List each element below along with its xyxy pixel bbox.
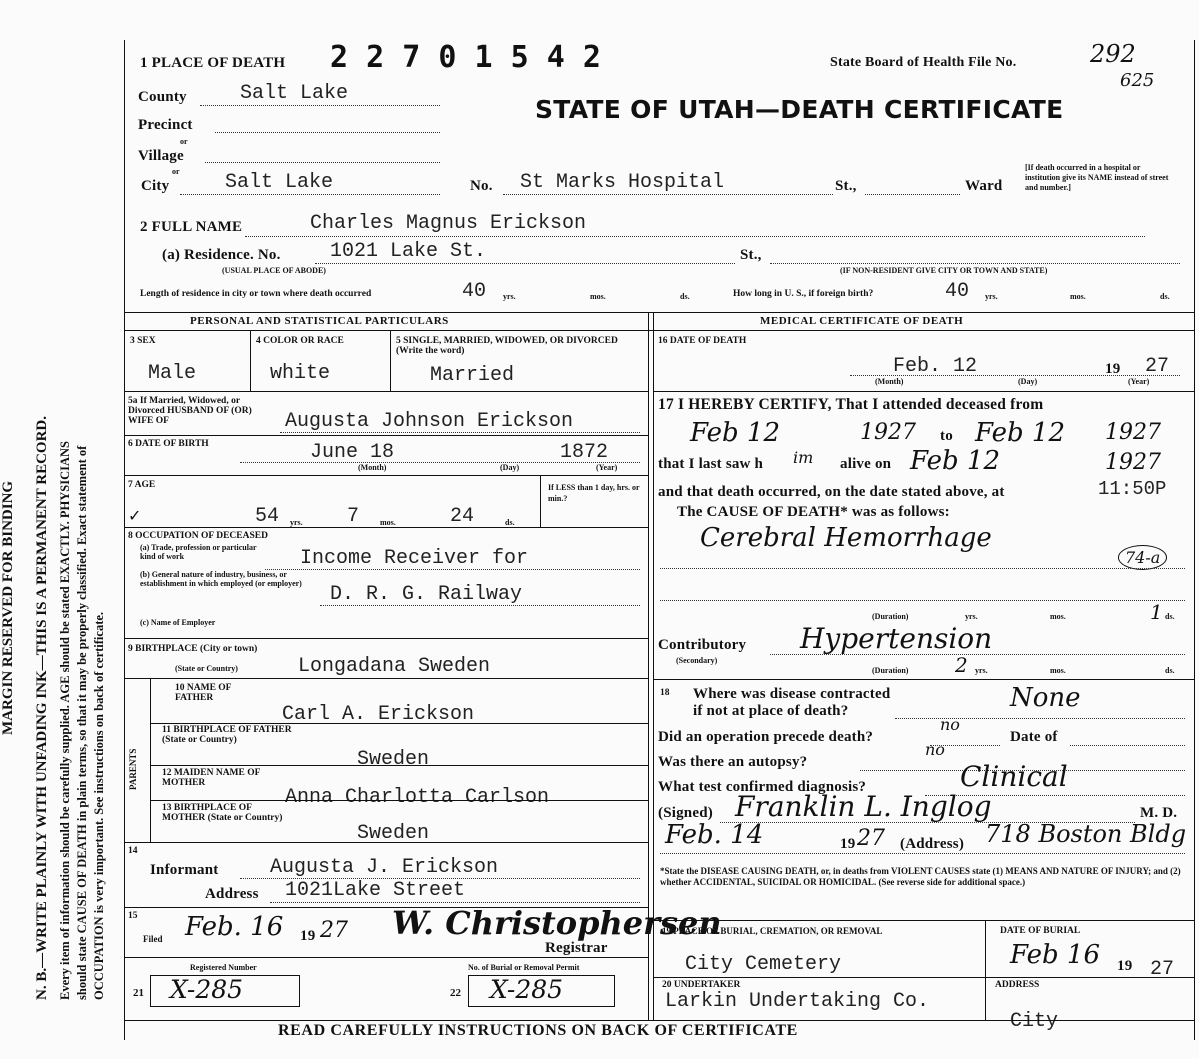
margin-instructions-1: N. B.—WRITE PLAINLY WITH UNFADING INK—THIS IS A PERMANENT RECORD. bbox=[34, 416, 50, 1000]
residence-value: 1021 Lake St. bbox=[330, 240, 487, 263]
contributory-value: Hypertension bbox=[800, 622, 993, 655]
place-of-death-label: 1 PLACE OF DEATH bbox=[140, 55, 286, 71]
row-rule-9 bbox=[150, 800, 649, 801]
spouse-label: 5a If Married, Widowed, or Divorced HUSBAND OF (OR) WIFE OF bbox=[128, 396, 252, 426]
usual-place-note: (USUAL PLACE OF ABODE) bbox=[222, 266, 326, 275]
length-mos: mos. bbox=[590, 292, 606, 301]
informant-num: 14 bbox=[128, 846, 138, 856]
footer-instructions: READ CAREFULLY INSTRUCTIONS ON BACK OF CERTIFICATE bbox=[278, 1022, 798, 1039]
section-top-rule bbox=[124, 312, 1194, 313]
permit-num: 22 bbox=[450, 987, 461, 999]
operation-text: Did an operation precede death? bbox=[658, 729, 874, 745]
us-yrs: yrs. bbox=[985, 292, 998, 301]
row-rule-10 bbox=[124, 842, 649, 843]
dob-year-label: (Year) bbox=[596, 463, 618, 472]
row-rule-6 bbox=[124, 678, 649, 679]
sex-label: 3 SEX bbox=[130, 336, 156, 346]
attended-from: Feb 12 bbox=[690, 418, 780, 448]
marital-value: Married bbox=[430, 364, 515, 387]
q18-line bbox=[895, 718, 1185, 719]
autopsy-value: no bbox=[925, 740, 945, 759]
duration-ds: ds. bbox=[1165, 612, 1175, 621]
q18-num: 18 bbox=[660, 688, 670, 698]
md-label: M. D. bbox=[1140, 805, 1178, 821]
q18-value: None bbox=[1010, 683, 1081, 713]
birthplace-label: 9 BIRTHPLACE (City or town) bbox=[128, 644, 258, 654]
duration-value: 1 bbox=[1150, 600, 1163, 624]
street-no-label: No. bbox=[470, 178, 493, 194]
filed-year: 27 bbox=[320, 918, 348, 943]
dob-label: 6 DATE OF BIRTH bbox=[128, 439, 209, 449]
address-label: (Address) bbox=[900, 836, 965, 852]
personal-section-title: PERSONAL AND STATISTICAL PARTICULARS bbox=[190, 315, 449, 327]
margin-instructions-3: should state CAUSE OF DEATH in plain terms, so that it may be properly classified. Exact statement of bbox=[75, 445, 89, 1000]
last-saw-text: that I last saw h bbox=[658, 456, 764, 472]
informant-address-value: 1021Lake Street bbox=[285, 879, 466, 902]
mother-value: Anna Charlotta Carlson bbox=[285, 786, 550, 809]
registrar-label: Registrar bbox=[545, 940, 608, 956]
date-of-death-label: 16 DATE OF DEATH bbox=[658, 336, 747, 346]
right-rule-3 bbox=[653, 920, 1194, 921]
right-rule-2 bbox=[653, 679, 1194, 680]
footnote: *State the DISEASE CAUSING DEATH, or, in deaths from VIOLENT CAUSES state (1) MEANS AND NATURE OF INJURY; and (2) whether ACCIDENTAL, SUICIDAL OR HOMICIDAL. (See reverse side for additional space.) bbox=[660, 866, 1181, 887]
certificate-number: 2 2 7 0 1 5 4 2 bbox=[330, 40, 601, 75]
county-label: County bbox=[138, 89, 187, 105]
non-resident-note: (IF NON-RESIDENT GIVE CITY OR TOWN AND STATE) bbox=[840, 266, 1048, 275]
contrib-duration-value: 2 bbox=[955, 653, 968, 677]
occupation-b-value: D. R. G. Railway bbox=[330, 583, 523, 606]
row-rule-4 bbox=[124, 527, 649, 528]
dod-year-label: (Year) bbox=[1128, 377, 1150, 386]
occupation-label: 8 OCCUPATION OF DECEASED bbox=[128, 531, 268, 541]
age-less-label: If LESS than 1 day, hrs. or min.? bbox=[548, 483, 640, 503]
attended-to-year: 1927 bbox=[1105, 420, 1161, 445]
cause-label: The CAUSE OF DEATH* was as follows: bbox=[677, 504, 950, 520]
operation-date-line bbox=[1070, 745, 1185, 746]
row-rule-1 bbox=[124, 391, 649, 392]
section-header-rule bbox=[124, 330, 1194, 331]
dob-line bbox=[240, 462, 640, 463]
burial-place-label: 19 PLACE OF BURIAL, CREMATION, OR REMOVAL bbox=[662, 926, 883, 936]
or-2: or bbox=[172, 167, 180, 176]
date-of-death-value: Feb. 12 bbox=[893, 355, 978, 378]
q18-text-2: if not at place of death? bbox=[693, 703, 849, 719]
attended-to: Feb 12 bbox=[975, 418, 1065, 448]
test-text: What test confirmed diagnosis? bbox=[658, 779, 867, 795]
birthplace-value: Longadana Sweden bbox=[298, 655, 491, 678]
full-name-label: 2 FULL NAME bbox=[140, 219, 243, 235]
date-of-death-year: 27 bbox=[1145, 355, 1170, 378]
row-rule-2 bbox=[124, 435, 649, 436]
dob-month-day: June 18 bbox=[310, 441, 395, 464]
birthplace-sub: (State or Country) bbox=[175, 664, 238, 673]
registrar-signature: W. Christophersen bbox=[392, 904, 722, 942]
age-ds-label: ds. bbox=[505, 518, 515, 527]
color-value: white bbox=[270, 362, 331, 385]
informant-address-label: Address bbox=[205, 886, 259, 902]
occupation-c-label: (c) Name of Employer bbox=[140, 618, 216, 627]
reg-number-label: Registered Number bbox=[190, 963, 257, 972]
residence-label: (a) Residence. No. bbox=[162, 247, 281, 263]
us-mos: mos. bbox=[1070, 292, 1086, 301]
reg-number-value: X-285 bbox=[170, 975, 244, 1004]
spouse-line bbox=[280, 432, 640, 433]
father-label: 10 NAME OF FATHER bbox=[175, 683, 232, 703]
date-of-death-year-prefix: 19 bbox=[1105, 361, 1121, 377]
autopsy-text: Was there an autopsy? bbox=[658, 754, 808, 770]
duration-label: (Duration) bbox=[872, 612, 909, 621]
length-residence-label: Length of residence in city or town where death occurred bbox=[140, 289, 372, 299]
footer-rule bbox=[124, 1020, 1194, 1021]
length-ds: ds. bbox=[680, 292, 690, 301]
village-label: Village bbox=[138, 148, 184, 164]
city-value: Salt Lake bbox=[225, 171, 334, 194]
contrib-duration-label: (Duration) bbox=[872, 666, 909, 675]
undertaker-address-label: ADDRESS bbox=[995, 980, 1040, 990]
row-rule-8 bbox=[150, 765, 649, 766]
mother-bp-value: Sweden bbox=[357, 822, 430, 845]
signed-year: 27 bbox=[857, 826, 885, 851]
undertaker-value: Larkin Undertaking Co. bbox=[665, 990, 930, 1013]
ward-note: [If death occurred in a hospital or institution give its NAME instead of street and number.] bbox=[1025, 163, 1169, 192]
row-rule-3 bbox=[124, 475, 649, 476]
cause-line-1 bbox=[660, 568, 1185, 569]
certificate-title: STATE OF UTAH—DEATH CERTIFICATE bbox=[535, 95, 1064, 124]
burial-year-prefix: 19 bbox=[1117, 958, 1133, 974]
form-right-border bbox=[1194, 40, 1195, 1040]
precinct-label: Precinct bbox=[138, 117, 193, 133]
length-yrs: yrs. bbox=[503, 292, 516, 301]
q18-text: Where was disease contracted bbox=[693, 686, 891, 702]
marital-label: 5 SINGLE, MARRIED, WIDOWED, OR DIVORCED (Write the word) bbox=[396, 336, 618, 356]
spouse-value: Augusta Johnson Erickson bbox=[285, 410, 574, 433]
age-less-divider bbox=[540, 476, 541, 527]
filed-value: Feb. 16 bbox=[185, 912, 284, 942]
form-left-border bbox=[124, 40, 125, 1040]
age-label: 7 AGE bbox=[128, 480, 156, 490]
row-rule-7 bbox=[150, 723, 649, 724]
alive-on-value: Feb 12 bbox=[910, 446, 1000, 476]
margin-instructions-2: Every item of information should be carefully supplied. AGE should be stated EXACTLY. PHYSICIANS bbox=[58, 441, 72, 1000]
reg-num: 21 bbox=[133, 987, 144, 999]
occupation-b-label: (b) General nature of industry, business, or establishment in which employed (or employer) bbox=[140, 570, 302, 588]
address-value: 718 Boston Bldg bbox=[985, 820, 1187, 848]
cause-value: Cerebral Hemorrhage bbox=[700, 523, 992, 553]
row-rule-12 bbox=[124, 957, 649, 958]
undertaker-address-value: City bbox=[1010, 1010, 1059, 1033]
contrib-mos: mos. bbox=[1050, 666, 1066, 675]
filed-label: Filed bbox=[143, 934, 163, 944]
county-value: Salt Lake bbox=[240, 82, 349, 105]
dob-year: 1872 bbox=[560, 441, 609, 464]
burial-date-label: DATE OF BURIAL bbox=[1000, 926, 1081, 936]
precinct-line bbox=[215, 132, 440, 133]
signed-value: Franklin L. Inglog bbox=[735, 790, 992, 823]
us-ds: ds. bbox=[1160, 292, 1170, 301]
contributory-label: Contributory bbox=[658, 637, 747, 653]
certify-text: 17 I HEREBY CERTIFY, That I attended deceased from bbox=[658, 396, 1044, 413]
signed-label: (Signed) bbox=[658, 805, 713, 821]
village-line bbox=[205, 162, 440, 163]
attended-from-year: 1927 bbox=[860, 420, 916, 445]
age-mos-label: mos. bbox=[380, 518, 396, 527]
duration-yrs: yrs. bbox=[965, 612, 978, 621]
sex-divider bbox=[250, 331, 251, 391]
file-no-sub: 625 bbox=[1120, 70, 1155, 91]
informant-address-line bbox=[270, 902, 640, 903]
file-no-value: 292 bbox=[1090, 40, 1136, 68]
signed-date: Feb. 14 bbox=[665, 820, 764, 850]
age-yrs-value: 54 bbox=[255, 505, 280, 528]
signed-year-prefix: 19 bbox=[840, 836, 856, 852]
city-line bbox=[180, 194, 440, 195]
medical-section-title: MEDICAL CERTIFICATE OF DEATH bbox=[760, 315, 964, 327]
color-label: 4 COLOR OR RACE bbox=[256, 336, 344, 346]
occupation-a-line bbox=[265, 569, 640, 570]
contributory-line bbox=[770, 654, 1185, 655]
street-no-line bbox=[503, 194, 833, 195]
burial-date-divider bbox=[985, 921, 986, 1021]
burial-date-value: Feb 16 bbox=[1010, 940, 1100, 970]
undertaker-label: 20 UNDERTAKER bbox=[662, 980, 741, 990]
burial-permit-value: X-285 bbox=[490, 975, 564, 1004]
mother-bp-label: 13 BIRTHPLACE OF MOTHER (State or Country) bbox=[162, 803, 283, 823]
sex-value: Male bbox=[148, 362, 197, 385]
filed-year-prefix: 19 bbox=[300, 928, 316, 944]
margin-instructions-4: OCCUPATION is very important. See instructions on back of certificate. bbox=[92, 611, 106, 1000]
ward-label: Ward bbox=[965, 178, 1003, 194]
length-residence-value: 40 bbox=[462, 280, 487, 303]
full-name-value: Charles Magnus Erickson bbox=[310, 212, 587, 235]
father-bp-label: 11 BIRTHPLACE OF FATHER (State or Country) bbox=[162, 725, 292, 745]
secondary-label: (Secondary) bbox=[676, 656, 718, 665]
father-value: Carl A. Erickson bbox=[282, 703, 475, 726]
informant-value: Augusta J. Erickson bbox=[270, 856, 499, 879]
death-occurred-text: and that death occurred, on the date stated above, at bbox=[658, 484, 1005, 500]
death-time: 11:50P bbox=[1098, 478, 1167, 500]
signed-date-line bbox=[660, 853, 1185, 854]
parents-label: PARENTS bbox=[128, 748, 138, 790]
right-rule-1 bbox=[653, 391, 1194, 392]
operation-value: no bbox=[940, 715, 960, 734]
burial-year: 27 bbox=[1150, 958, 1175, 981]
dob-day-label: (Day) bbox=[500, 463, 520, 472]
alive-on-label: alive on bbox=[840, 456, 892, 472]
parents-divider bbox=[150, 679, 151, 842]
dob-month-label: (Month) bbox=[358, 463, 387, 472]
occupation-a-value: Income Receiver for bbox=[300, 547, 529, 570]
age-ds-value: 24 bbox=[450, 505, 475, 528]
color-divider bbox=[390, 331, 391, 391]
contrib-ds: ds. bbox=[1165, 666, 1175, 675]
dod-day-label: (Day) bbox=[1018, 377, 1038, 386]
mother-label: 12 MAIDEN NAME OF MOTHER bbox=[162, 768, 261, 788]
age-check: ✓ bbox=[128, 506, 142, 525]
street-no-value: St Marks Hospital bbox=[520, 171, 725, 194]
full-name-line bbox=[245, 236, 1145, 237]
informant-label: Informant bbox=[150, 862, 219, 878]
date-of-death-line bbox=[850, 375, 1180, 376]
right-rule-4 bbox=[653, 977, 1194, 978]
last-saw-him: im bbox=[793, 448, 814, 467]
us-value: 40 bbox=[945, 280, 970, 303]
cause-code: 74-a bbox=[1118, 545, 1167, 570]
date-of-label: Date of bbox=[1010, 729, 1058, 745]
margin-binding-note: MARGIN RESERVED FOR BINDING bbox=[0, 480, 16, 735]
burial-place-value-text: City Cemetery bbox=[685, 953, 842, 976]
contrib-yrs: yrs. bbox=[975, 666, 988, 675]
attended-to-label: to bbox=[940, 428, 953, 444]
occupation-a-label: (a) Trade, profession or particular kind of work bbox=[140, 543, 257, 561]
test-value: Clinical bbox=[960, 760, 1068, 793]
row-rule-5 bbox=[124, 638, 649, 639]
age-yrs-label: yrs. bbox=[290, 518, 303, 527]
or-1: or bbox=[180, 137, 188, 146]
us-label: How long in U. S., if foreign birth? bbox=[733, 289, 874, 299]
duration-mos: mos. bbox=[1050, 612, 1066, 621]
cause-line-2 bbox=[660, 600, 1185, 601]
file-no-label: State Board of Health File No. bbox=[830, 55, 1017, 70]
st-label: St., bbox=[835, 178, 857, 194]
alive-on-year: 1927 bbox=[1105, 450, 1161, 475]
ward-line bbox=[865, 194, 960, 195]
residence-line-2 bbox=[770, 263, 1180, 264]
filed-num: 15 bbox=[128, 911, 138, 921]
age-mos-value: 7 bbox=[347, 505, 360, 528]
residence-line bbox=[315, 263, 735, 264]
occupation-b-line bbox=[320, 605, 640, 606]
county-line bbox=[200, 105, 440, 106]
dod-month-label: (Month) bbox=[875, 377, 904, 386]
city-label: City bbox=[141, 178, 170, 194]
burial-permit-label: No. of Burial or Removal Permit bbox=[468, 963, 580, 972]
father-bp-value: Sweden bbox=[357, 748, 430, 771]
residence-st: St., bbox=[740, 247, 762, 263]
